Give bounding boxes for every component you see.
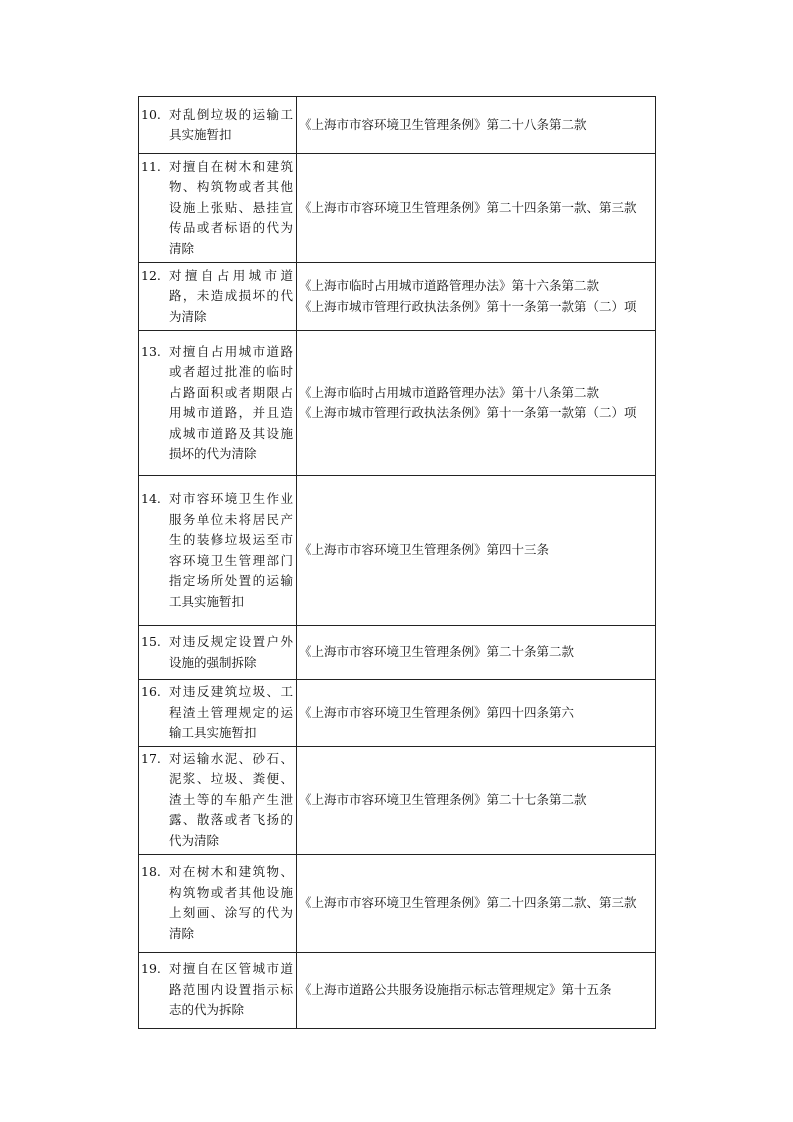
measure-text: 对擅自占用城市道路，未造成损坏的代为清除	[169, 267, 293, 324]
row-number: 14.	[141, 491, 161, 506]
row-number: 18.	[141, 864, 161, 879]
measure-cell	[139, 746, 297, 854]
measure-text: 对擅自在树木和建筑物、构筑物或者其他设施上张贴、悬挂宣传品或者标语的代为清除	[169, 158, 293, 256]
measure-text: 对运输水泥、砂石、泥浆、垃圾、粪便、渣土等的车船产生泄露、散落或者飞扬的代为清除	[169, 750, 293, 848]
measure-text: 对违反建筑垃圾、工程渣土管理规定的运输工具实施暂扣	[169, 684, 293, 740]
measure-text: 对乱倒垃圾的运输工具实施暂扣	[169, 106, 293, 142]
measure-text: 对擅自在区管城市道路范围内设置指示标志的代为拆除	[169, 961, 293, 1018]
table-row	[139, 154, 656, 263]
measure-cell	[139, 154, 297, 263]
measure-cell	[139, 331, 297, 476]
table-row	[139, 331, 656, 476]
legal-basis-cell: 《上海市市容环境卫生管理条例》第二十条第二款	[297, 626, 656, 680]
measure-text: 对在树木和建筑物、构筑物或者其他设施上刻画、涂写的代为清除	[169, 864, 293, 941]
measure-cell	[139, 626, 297, 680]
table-row	[139, 952, 656, 1028]
measure-cell	[139, 854, 297, 952]
table-row	[139, 263, 656, 331]
row-number: 15.	[141, 634, 161, 649]
legal-basis-cell: 《上海市市容环境卫生管理条例》第四十三条	[297, 476, 656, 626]
table-body	[139, 97, 656, 1029]
measure-text: 对市容环境卫生作业服务单位未将居民产生的装修垃圾运至市容环境卫生管理部门指定场所处置的运输工具实施暂扣	[169, 491, 293, 609]
legal-basis-cell: 《上海市市容环境卫生管理条例》第二十四条第二款、第三款	[297, 854, 656, 952]
row-number: 11.	[141, 158, 161, 174]
row-number: 19.	[141, 961, 161, 977]
row-number: 17.	[141, 750, 161, 766]
table-row	[139, 680, 656, 747]
row-number: 13.	[141, 343, 161, 359]
measure-cell	[139, 476, 297, 626]
legal-basis-cell: 《上海市临时占用城市道路管理办法》第十六条第二款 《上海市城市管理行政执法条例》第十一条第一款第（二）项	[297, 263, 656, 331]
table-row	[139, 97, 656, 154]
enforcement-measures-table	[138, 96, 656, 1029]
table-row	[139, 626, 656, 680]
measure-text: 对擅自占用城市道路或者超过批准的临时占路面积或者期限占用城市道路，并且造成城市道路及其设施损坏的代为清除	[169, 343, 293, 461]
row-number: 16.	[141, 684, 161, 699]
table-row	[139, 854, 656, 952]
measure-cell	[139, 680, 297, 747]
measure-cell	[139, 263, 297, 331]
legal-basis-cell: 《上海市道路公共服务设施指示标志管理规定》第十五条	[297, 952, 656, 1028]
row-number: 10.	[141, 106, 161, 122]
legal-basis-cell: 《上海市临时占用城市道路管理办法》第十八条第二款 《上海市城市管理行政执法条例》第十一条第一款第（二）项	[297, 331, 656, 476]
legal-basis-cell: 《上海市市容环境卫生管理条例》第二十八条第二款	[297, 97, 656, 154]
table-row	[139, 746, 656, 854]
legal-basis-cell: 《上海市市容环境卫生管理条例》第二十四条第一款、第三款	[297, 154, 656, 263]
measure-cell	[139, 952, 297, 1028]
legal-basis-cell: 《上海市市容环境卫生管理条例》第二十七条第二款	[297, 746, 656, 854]
measure-cell	[139, 97, 297, 154]
table-row	[139, 476, 656, 626]
row-number: 12.	[141, 267, 161, 283]
legal-basis-cell: 《上海市市容环境卫生管理条例》第四十四条第六	[297, 680, 656, 747]
measure-text: 对违反规定设置户外设施的强制拆除	[169, 634, 293, 670]
